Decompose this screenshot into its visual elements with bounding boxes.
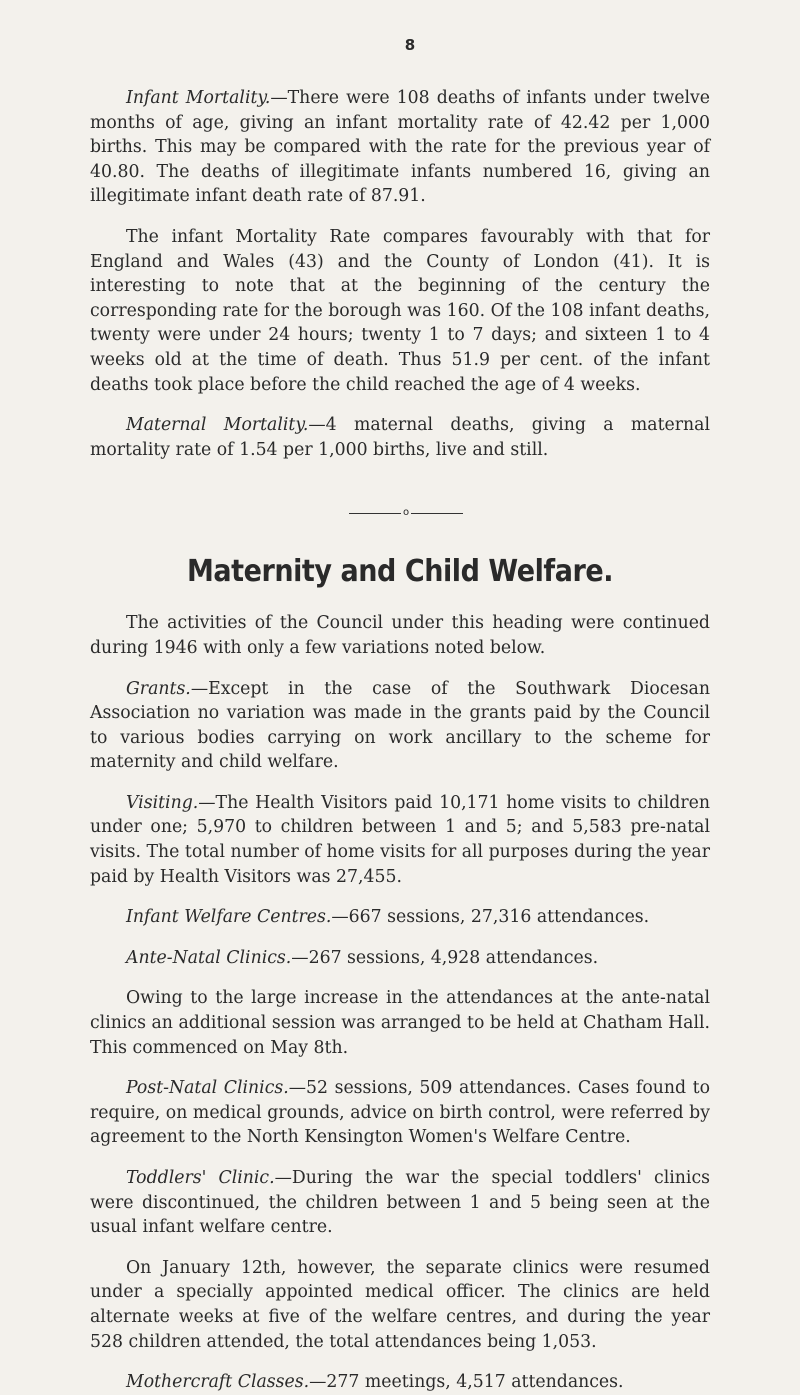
paragraph-toddlers-clinic-resumed: [90, 1256, 710, 1354]
paragraph-infant-mortality-rate: [90, 225, 710, 397]
divider-line-right: [411, 513, 463, 514]
paragraph-text: —4 maternal deaths, giving a maternal mortality rate of 1.54 per 1,000 births, live and still.: [90, 415, 710, 460]
paragraph-text: On January 12th, however, the separate clinics were resumed under a specially appointed medical officer. The clinics are held alternate weeks at five of the welfare centres, and during the year 528 children attended, the total attendances being 1,053.: [90, 1257, 710, 1352]
paragraph-lead: Maternal Mortality.: [126, 415, 309, 436]
divider-circle-icon: o: [402, 507, 410, 519]
paragraph-text: —Except in the case of the Southwark Diocesan Association no variation was made in the grants paid by the Council to various bodies carrying on work ancillary to the scheme for maternity and child welfare.: [90, 678, 710, 773]
paragraph-toddlers-clinic: [90, 1166, 710, 1240]
section-divider: [90, 508, 710, 518]
paragraph-lead: Infant Mortality.: [126, 88, 271, 108]
paragraph-infant-welfare-centres: [90, 905, 710, 930]
paragraph-text: —52 sessions, 509 attendances. Cases found to require, on medical grounds, advice on birth control, were referred by agreement to the North Kensington Women's Welfare Centre.: [90, 1078, 710, 1148]
paragraph-lead: Toddlers' Clinic.: [126, 1168, 275, 1188]
page-number: 8: [404, 36, 416, 54]
section-heading: Maternity and Child Welfare.: [186, 554, 614, 590]
paragraph-text: —667 sessions, 27,316 attendances.: [331, 907, 650, 928]
paragraph-text: Owing to the large increase in the attendances at the ante-natal clinics an additional session was arranged to be held at Chatham Hall. This commenced on May 8th.: [90, 988, 710, 1058]
paragraph-lead: Grants.: [126, 678, 191, 699]
paragraph-lead: Infant Welfare Centres.: [126, 907, 332, 928]
paragraph-visiting: [90, 791, 710, 889]
paragraph-lead: Post-Natal Clinics.: [126, 1078, 289, 1099]
paragraph-text: —There were 108 deaths of infants under twelve months of age, giving an infant mortality rate of 42.42 per 1,000 births. This may be compared with the rate for the previous year of 40.80. The deaths of illegitimate infants numbered 16, giving an illegitimate infant death rate of 87.91.: [90, 88, 710, 207]
paragraph-post-natal-clinics: [90, 1076, 710, 1150]
paragraph-text: —277 meetings, 4,517 attendances.: [309, 1372, 624, 1393]
paragraph-lead: Mothercraft Classes.: [126, 1372, 310, 1393]
paragraph-intro: [90, 611, 710, 660]
divider-line-left: [349, 513, 401, 514]
paragraph-text: —The Health Visitors paid 10,171 home visits to children under one; 5,970 to children between 1 and 5; and 5,583 pre-natal visits. The total number of home visits for all purposes during the year paid by Health Visitors was 27,455.: [90, 792, 710, 887]
paragraph-grants: [90, 677, 710, 775]
paragraph-maternal-mortality: [90, 413, 710, 462]
paragraph-text: —During the war the special toddlers' clinics were discontinued, the children between 1 and 5 being seen at the usual infant welfare centre.: [90, 1168, 710, 1238]
paragraph-lead: Ante-Natal Clinics.: [126, 947, 292, 968]
paragraph-text: The infant Mortality Rate compares favourably with that for England and Wales (43) and the County of London (41). It is interesting to note that at the beginning of the century the corresponding rate for the borough was 160. Of the 108 infant deaths, twenty were under 24 hours; twenty 1 to 7 days; and sixteen 1 to 4 weeks old at the time of death. Thus 51.9 per cent. of the infant deaths took place before the child reached the age of 4 weeks.: [90, 226, 710, 395]
paragraph-ante-natal-clinics: [90, 946, 710, 971]
paragraph-ante-natal-additional-session: [90, 986, 710, 1060]
paragraph-text: —267 sessions, 4,928 attendances.: [291, 947, 599, 968]
paragraph-lead: Visiting.: [126, 792, 199, 813]
paragraph-mothercraft-classes: [90, 1370, 710, 1395]
paragraph-text: The activities of the Council under this heading were continued during 1946 with only a few variations noted below.: [90, 613, 710, 658]
paragraph-infant-mortality: [90, 86, 710, 209]
